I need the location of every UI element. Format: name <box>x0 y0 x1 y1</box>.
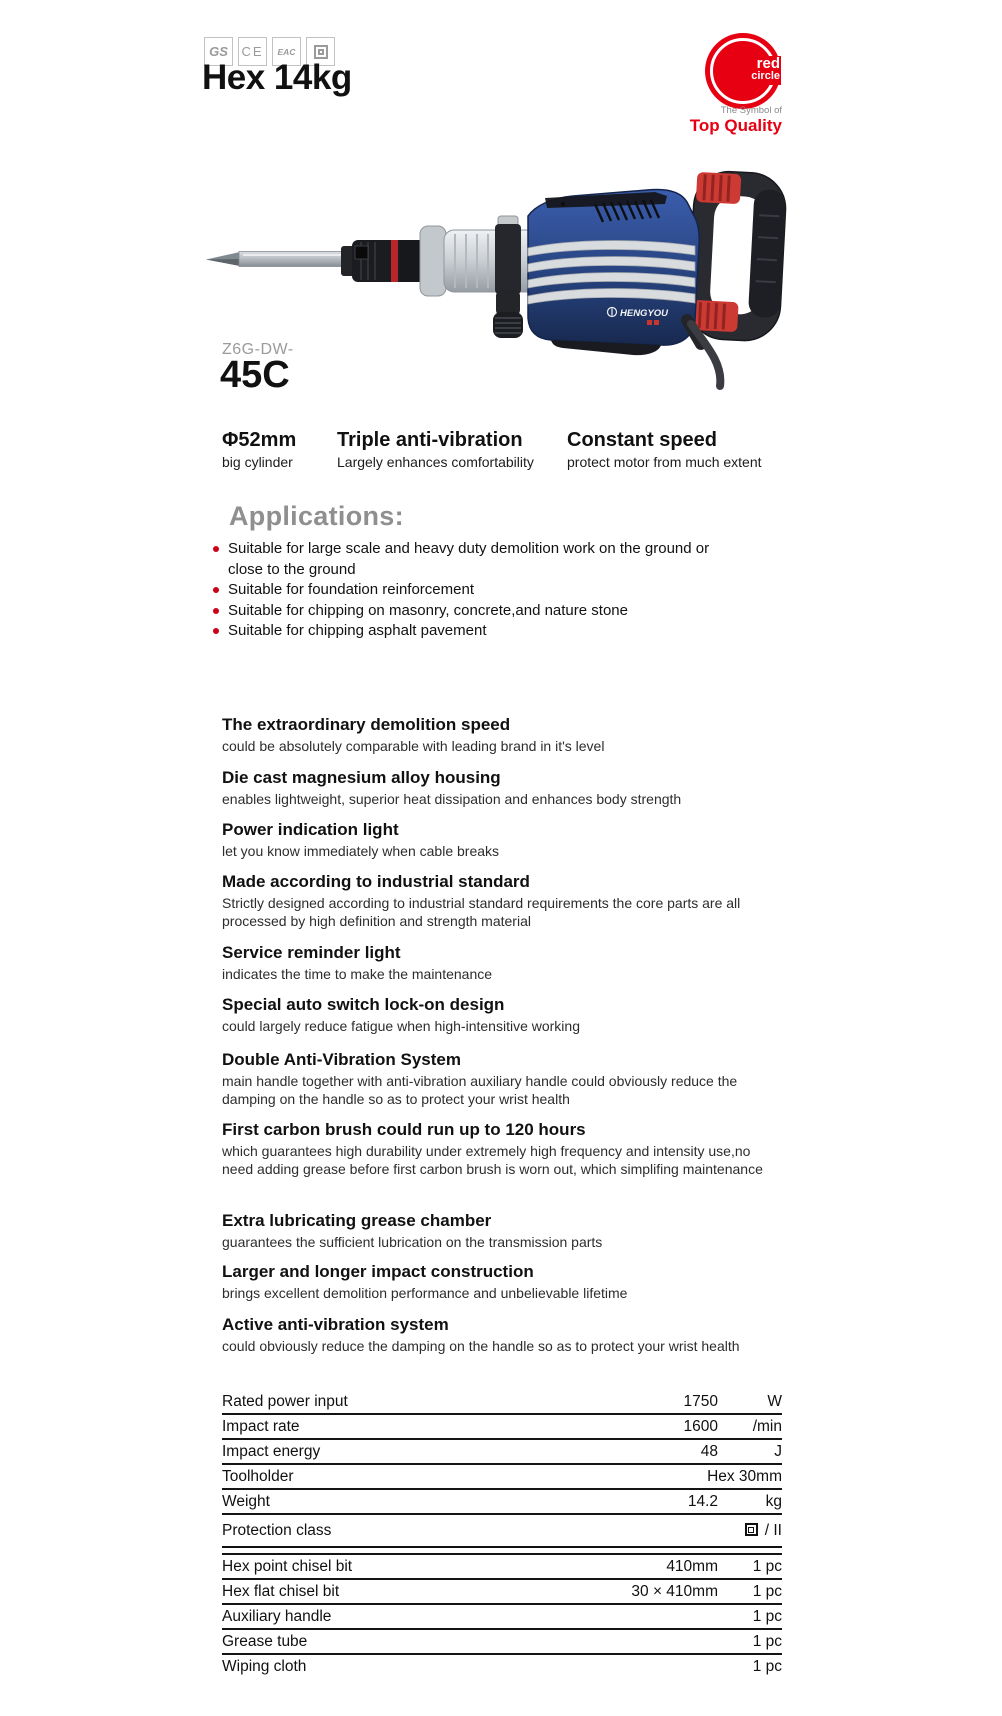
spec-row: Impact rate 1600 /min <box>222 1415 782 1440</box>
accessory-row: Hex flat chisel bit 30 × 410mm 1 pc <box>222 1580 782 1605</box>
ce-mark-icon: CE <box>238 37 267 66</box>
feature-block: Service reminder light indicates the time to make the maintenance <box>222 943 493 982</box>
spec-row: Impact energy 48 J <box>222 1440 782 1465</box>
main-handle <box>687 170 788 343</box>
logo-tagline: The Symbol of <box>720 105 782 116</box>
model-number: 45C <box>220 354 290 396</box>
specifications-table <box>222 1390 782 1548</box>
feature-block: Special auto switch lock-on design could largely reduce fatigue when high-intensitive working <box>222 995 580 1034</box>
feature-block: Power indication light let you know immediately when cable breaks <box>222 820 500 859</box>
red-circle-logo <box>705 33 781 109</box>
chisel-bit <box>206 252 355 267</box>
spec-row: Toolholder Hex 30mm <box>222 1465 782 1490</box>
auxiliary-handle <box>493 216 523 338</box>
svg-text:HENGYOU: HENGYOU <box>620 308 669 319</box>
accessories-table <box>222 1553 782 1678</box>
application-item: Suitable for foundation reinforcement <box>213 580 746 601</box>
model-prefix: Z6G-DW- <box>222 341 294 358</box>
bullet-dot-icon <box>213 587 219 593</box>
accessory-row: Grease tube 1 pc <box>222 1630 782 1655</box>
page-title: Hex 14kg <box>202 58 352 97</box>
bullet-dot-icon <box>213 546 219 552</box>
bullet-dot-icon <box>213 628 219 634</box>
bullet-dot-icon <box>213 608 219 614</box>
gs-mark-icon: GS <box>204 37 233 66</box>
feature-block: Extra lubricating grease chamber guarantees the sufficient lubrication on the transmission parts <box>222 1211 603 1250</box>
logo-slogan: Top Quality <box>689 116 782 135</box>
spec-row: Rated power input 1750 W <box>222 1390 782 1415</box>
spec-row: Weight 14.2 kg <box>222 1490 782 1515</box>
double-insulation-icon <box>745 1523 758 1536</box>
motor-housing <box>528 190 699 356</box>
accessory-row: Auxiliary handle 1 pc <box>222 1605 782 1630</box>
applications-list <box>213 539 746 642</box>
eac-mark-icon: EAC <box>272 37 301 66</box>
spec-row: Protection class / II <box>222 1515 782 1548</box>
feature-block: Made according to industrial standard Strictly designed according to industrial standard requirements the core parts are all processed by high definition and strength material <box>222 872 741 929</box>
highlight-cylinder: Φ52mm big cylinder <box>222 429 297 470</box>
application-item: Suitable for large scale and heavy duty demolition work on the ground or close to the ground <box>213 539 746 580</box>
accessory-row: Wiping cloth 1 pc <box>222 1658 782 1675</box>
feature-block: Die cast magnesium alloy housing enables lightweight, superior heat dissipation and enhances body strength <box>222 768 682 807</box>
feature-block: First carbon brush could run up to 120 hours which guarantees high durability under extremely high frequency and intensity use,no need adding grease before first carbon brush is worn out, which simplifing maintenance <box>222 1120 763 1177</box>
application-item: Suitable for chipping on masonry, concrete,and nature stone <box>213 601 746 622</box>
applications-title: Applications: <box>229 501 404 531</box>
highlight-constant-speed: Constant speed protect motor from much extent <box>567 429 762 470</box>
tool-holder <box>341 240 426 282</box>
feature-block: Active anti-vibration system could obviously reduce the damping on the handle so as to protect your wrist health <box>222 1315 740 1354</box>
feature-block: Larger and longer impact construction brings excellent demolition performance and unbelievable lifetime <box>222 1262 628 1301</box>
vibration-damper-red-top <box>696 172 742 204</box>
application-item: Suitable for chipping asphalt pavement <box>213 621 746 642</box>
accessory-row: Hex point chisel bit 410mm 1 pc <box>222 1555 782 1580</box>
feature-block: The extraordinary demolition speed could be absolutely comparable with leading brand in it's level <box>222 715 605 754</box>
feature-block: Double Anti-Vibration System main handle together with anti-vibration auxiliary handle could obviously reduce the damping on the handle so as to protect your wrist health <box>222 1050 738 1107</box>
highlight-anti-vibration: Triple anti-vibration Largely enhances comfortability <box>337 429 534 470</box>
logo-wordmark: red circle <box>745 56 781 85</box>
